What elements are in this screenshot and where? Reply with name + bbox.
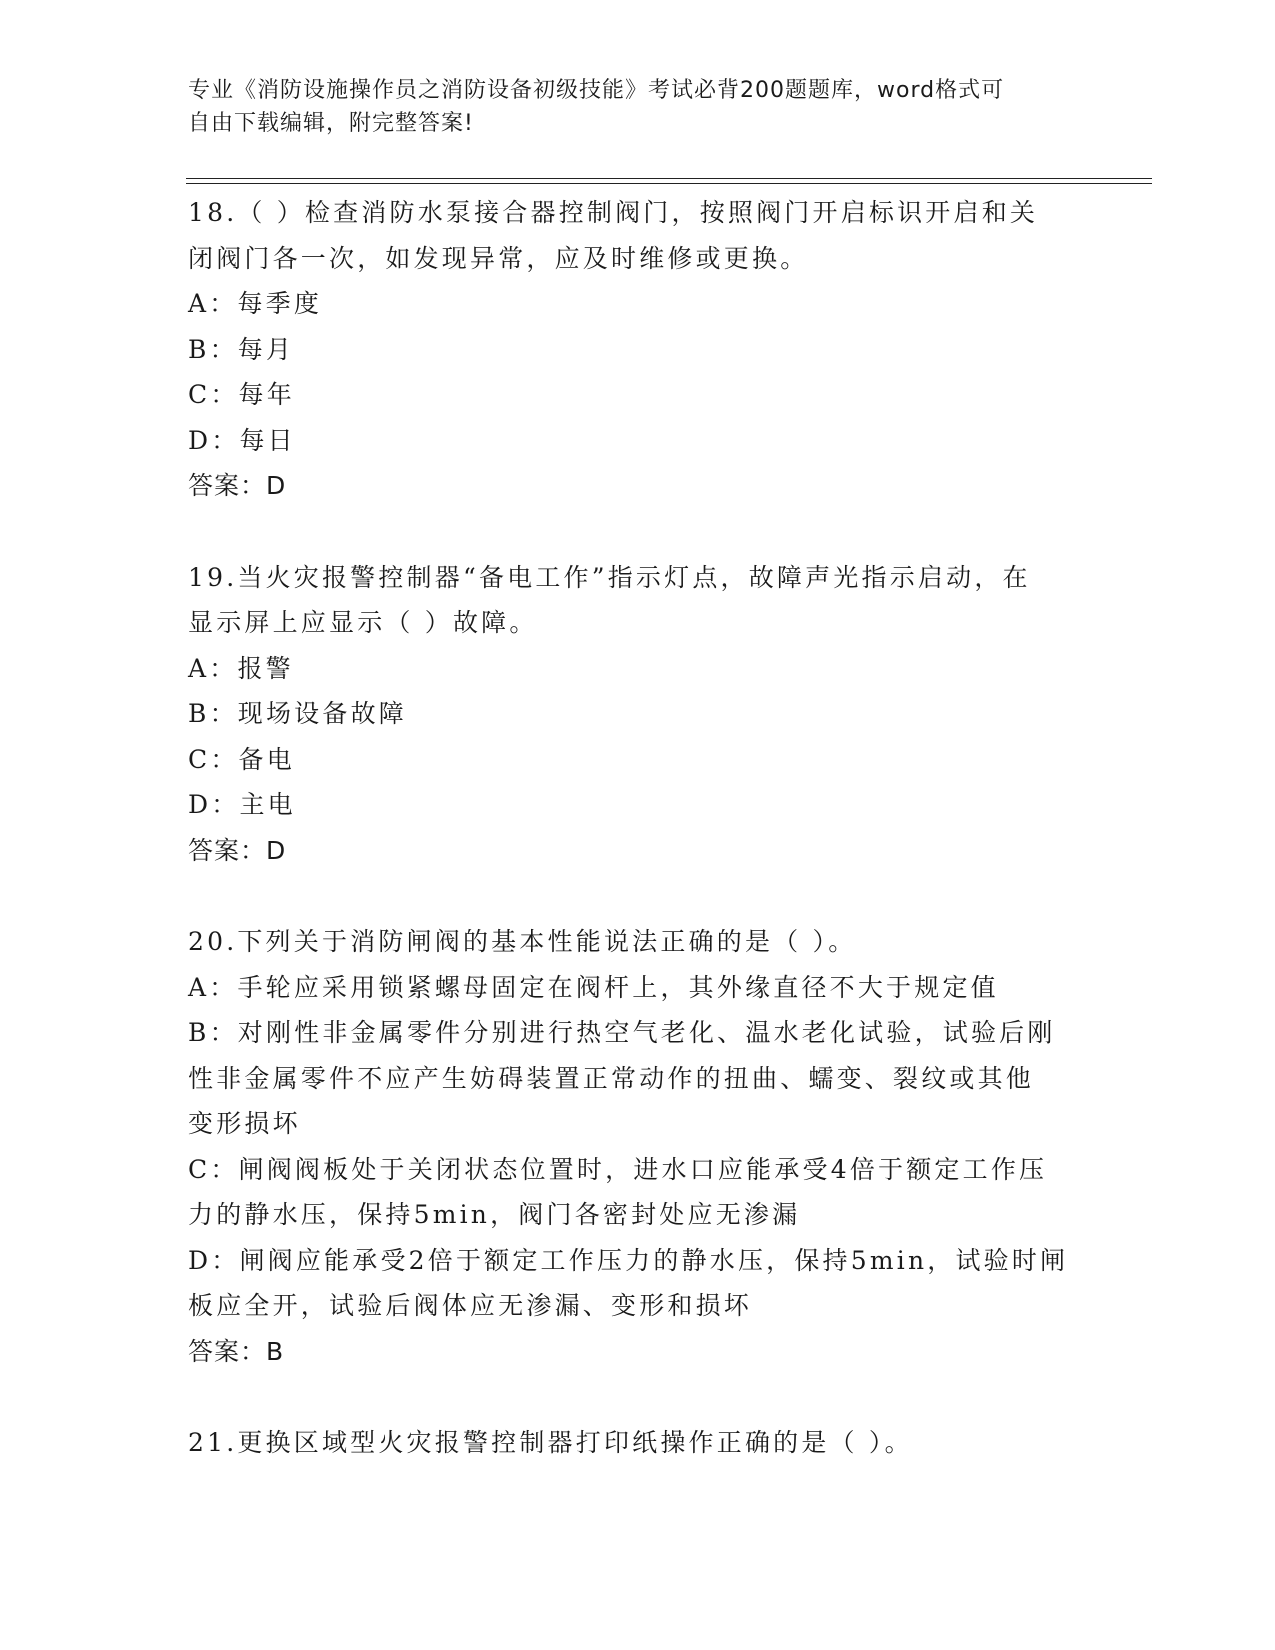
option-b: B：每月 <box>188 334 295 364</box>
option-c: C：备电 <box>188 744 295 774</box>
question-spacer <box>188 1374 1088 1420</box>
option-d: D：闸阀应能承受2倍于额定工作压力的静水压，保持5min，试验时闸 <box>188 1245 1069 1275</box>
question-block <box>188 919 1088 1374</box>
question-block <box>188 555 1088 874</box>
option-b-continued: 变形损坏 <box>188 1109 301 1138</box>
option-c: C：闸阀阀板处于关闭状态位置时，进水口应能承受4倍于额定工作压 <box>188 1154 1048 1184</box>
option-b: B：对刚性非金属零件分别进行热空气老化、温水老化试验，试验后刚 <box>188 1018 1056 1047</box>
option-a: A：每季度 <box>188 289 323 318</box>
question-stem-line: 21.更换区域型火灾报警控制器打印纸操作正确的是（ ）。 <box>188 1428 913 1457</box>
answer-line: 答案：D <box>188 471 287 500</box>
option-b: B：现场设备故障 <box>188 699 407 728</box>
option-c-continued: 力的静水压，保持5min，阀门各密封处应无渗漏 <box>188 1200 801 1229</box>
header-line: 专业《消防设施操作员之消防设备初级技能》考试必背200题题库，word格式可 <box>188 78 1005 103</box>
header-line: 自由下载编辑，附完整答案! <box>188 111 474 136</box>
question-stem-line: 18.（ ）检查消防水泵接合器控制阀门，按照阀门开启标识开启和关 <box>188 198 1039 227</box>
question-stem-line: 显示屏上应显示（ ）故障。 <box>188 608 538 637</box>
option-d: D：每日 <box>188 425 296 455</box>
answer-line: 答案：B <box>188 1336 285 1366</box>
question-stem-line: 19.当火灾报警控制器“备电工作”指示灯点，故障声光指示启动，在 <box>188 562 1031 592</box>
option-b-continued: 性非金属零件不应产生妨碍装置正常动作的扭曲、蠕变、裂纹或其他 <box>188 1063 1035 1093</box>
question-stem-line: 闭阀门各一次，如发现异常，应及时维修或更换。 <box>188 243 809 273</box>
option-d-continued: 板应全开，试验后阀体应无渗漏、变形和损坏 <box>188 1291 753 1320</box>
question-spacer <box>188 509 1088 555</box>
question-spacer <box>188 873 1088 919</box>
question-stem-line: 20.下列关于消防闸阀的基本性能说法正确的是（ ）。 <box>188 927 857 956</box>
answer-line: 答案：D <box>188 835 287 865</box>
option-a: A：报警 <box>188 653 294 683</box>
header-divider <box>186 183 1152 184</box>
option-c: C：每年 <box>188 380 295 409</box>
option-d: D：主电 <box>188 790 296 819</box>
header-divider <box>186 178 1152 179</box>
question-list <box>188 190 1088 1466</box>
question-block <box>188 1420 1088 1466</box>
document-header <box>188 74 1088 140</box>
question-block <box>188 190 1088 509</box>
option-a: A：手轮应采用锁紧螺母固定在阀杆上，其外缘直径不大于规定值 <box>188 972 999 1002</box>
